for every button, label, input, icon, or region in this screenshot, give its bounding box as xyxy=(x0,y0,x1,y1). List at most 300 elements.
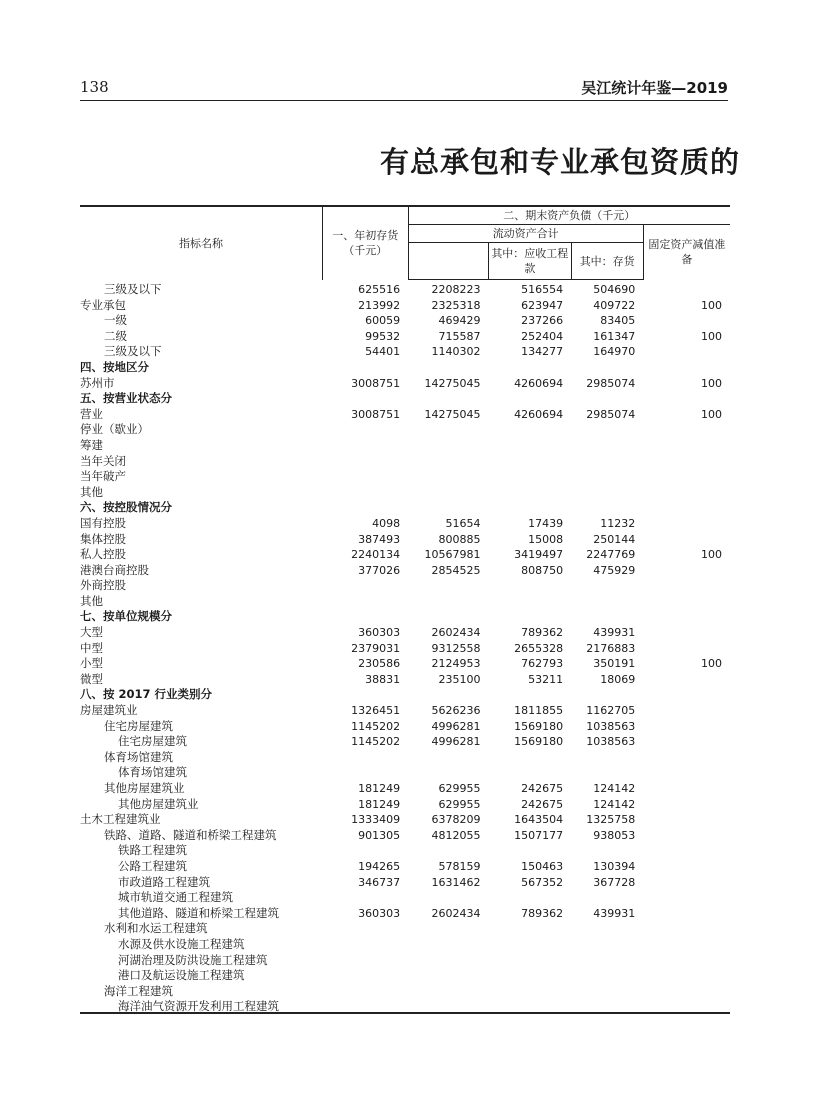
cell-col4: 2985074 xyxy=(586,376,636,390)
cell-col4 xyxy=(571,438,643,454)
cell-col2 xyxy=(408,469,488,485)
header-current-assets: 流动资产合计 xyxy=(408,225,643,243)
cell-col3: 252404 xyxy=(521,329,564,343)
cell-col2: 629955 xyxy=(438,797,481,811)
cell-col5 xyxy=(643,812,730,828)
cell-col4 xyxy=(571,750,643,766)
cell-col4: 2176883 xyxy=(586,641,636,655)
cell-col2: 578159 xyxy=(438,859,481,873)
section-heading: 八、按 2017 行业类别分 xyxy=(80,687,213,702)
row-label: 铁路工程建筑 xyxy=(118,843,187,858)
cell-col3: 567352 xyxy=(521,875,564,889)
table-row xyxy=(80,280,730,298)
section-heading: 五、按营业状态分 xyxy=(80,391,172,406)
header-current-assets-total xyxy=(408,243,488,280)
cell-col1 xyxy=(322,500,408,516)
table-row xyxy=(80,609,730,625)
row-label: 体育场馆建筑 xyxy=(118,765,187,780)
table-row xyxy=(80,454,730,470)
row-label: 微型 xyxy=(80,671,103,686)
cell-col1: 54401 xyxy=(365,345,401,359)
table-row xyxy=(80,625,730,641)
table-row xyxy=(80,391,730,407)
cell-col2: 235100 xyxy=(438,672,481,686)
cell-col4: 2985074 xyxy=(586,407,636,421)
cell-col1: 99532 xyxy=(365,329,401,343)
cell-col2: 469429 xyxy=(438,314,481,328)
row-label: 当年破产 xyxy=(80,469,126,484)
cell-col3: 134277 xyxy=(521,345,564,359)
cell-col5 xyxy=(643,641,730,657)
table-row xyxy=(80,578,730,594)
table-body xyxy=(80,280,730,1015)
table-row xyxy=(80,329,730,345)
table-row xyxy=(80,797,730,813)
cell-col3: 1507177 xyxy=(514,828,564,842)
cell-col1 xyxy=(322,438,408,454)
cell-col2: 2602434 xyxy=(431,626,481,640)
cell-col4 xyxy=(571,953,643,969)
cell-col3: 762793 xyxy=(521,657,564,671)
row-label: 其他 xyxy=(80,593,103,608)
row-label: 当年关闭 xyxy=(80,453,126,468)
cell-col3: 1643504 xyxy=(514,813,564,827)
cell-col1 xyxy=(322,594,408,610)
cell-col1 xyxy=(322,391,408,407)
cell-col3 xyxy=(489,360,572,376)
cell-col1: 60059 xyxy=(365,314,401,328)
cell-col1: 213992 xyxy=(358,298,401,312)
table-row xyxy=(80,921,730,937)
cell-col5 xyxy=(643,703,730,719)
cell-col4: 475929 xyxy=(593,563,636,577)
cell-col5 xyxy=(643,422,730,438)
row-label: 市政道路工程建筑 xyxy=(118,874,210,889)
running-title: 吴江统计年鉴—2019 xyxy=(581,79,728,97)
cell-col3: 4260694 xyxy=(514,407,564,421)
cell-col4 xyxy=(571,921,643,937)
cell-col3 xyxy=(489,609,572,625)
row-label: 三级及以下 xyxy=(104,344,162,359)
cell-col2 xyxy=(408,843,488,859)
cell-col3: 4260694 xyxy=(514,376,564,390)
cell-col5 xyxy=(643,454,730,470)
cell-col5 xyxy=(643,609,730,625)
cell-col4 xyxy=(571,765,643,781)
bottom-rule xyxy=(80,1012,730,1014)
cell-col3: 237266 xyxy=(521,314,564,328)
cell-col3 xyxy=(489,469,572,485)
table-row xyxy=(80,407,730,423)
cell-col5 xyxy=(643,921,730,937)
cell-col1: 2379031 xyxy=(351,641,401,655)
table-row xyxy=(80,500,730,516)
cell-col4: 439931 xyxy=(593,906,636,920)
cell-col5 xyxy=(643,280,730,298)
row-label: 公路工程建筑 xyxy=(118,858,187,873)
cell-col2 xyxy=(408,594,488,610)
cell-col5 xyxy=(643,781,730,797)
row-label: 水源及供水设施工程建筑 xyxy=(118,936,245,951)
cell-col3 xyxy=(489,750,572,766)
row-label: 国有控股 xyxy=(80,515,126,530)
cell-col3: 150463 xyxy=(521,859,564,873)
header-opening-inventory: 一、年初存货（千元） xyxy=(322,206,408,280)
cell-col4 xyxy=(571,609,643,625)
cell-col5 xyxy=(643,953,730,969)
row-label: 城市轨道交通工程建筑 xyxy=(118,890,233,905)
cell-col5 xyxy=(643,438,730,454)
cell-col1 xyxy=(322,609,408,625)
cell-col3 xyxy=(489,391,572,407)
cell-col1: 1145202 xyxy=(351,735,401,749)
cell-col5 xyxy=(643,890,730,906)
cell-col5 xyxy=(643,469,730,485)
cell-col3: 15008 xyxy=(528,532,564,546)
cell-col5 xyxy=(643,594,730,610)
cell-col5 xyxy=(643,797,730,813)
cell-col2: 1631462 xyxy=(431,875,481,889)
table-row xyxy=(80,532,730,548)
cell-col4: 83405 xyxy=(600,314,636,328)
cell-col2: 6378209 xyxy=(431,813,481,827)
cell-col1: 3008751 xyxy=(351,407,401,421)
row-label: 海洋工程建筑 xyxy=(104,983,173,998)
cell-col5 xyxy=(643,687,730,703)
cell-col4 xyxy=(571,890,643,906)
cell-col3: 516554 xyxy=(521,283,564,296)
cell-col1: 230586 xyxy=(358,657,401,671)
cell-col3: 242675 xyxy=(521,782,564,795)
cell-col3 xyxy=(489,500,572,516)
row-label: 三级及以下 xyxy=(104,281,162,296)
cell-col5 xyxy=(643,859,730,875)
cell-col3 xyxy=(489,890,572,906)
cell-col4: 11232 xyxy=(600,516,636,530)
section-heading: 四、按地区分 xyxy=(80,359,149,374)
page-title: 有总承包和专业承包资质的 xyxy=(379,145,740,179)
section-heading: 六、按控股情况分 xyxy=(80,500,172,515)
cell-col3 xyxy=(489,422,572,438)
cell-col1: 4098 xyxy=(372,516,401,530)
cell-col3 xyxy=(489,454,572,470)
cell-col5 xyxy=(643,875,730,891)
cell-col1 xyxy=(322,921,408,937)
row-label: 二级 xyxy=(104,328,127,343)
table-row xyxy=(80,641,730,657)
cell-col4 xyxy=(571,578,643,594)
cell-col2 xyxy=(408,968,488,984)
table-row xyxy=(80,843,730,859)
cell-col2: 14275045 xyxy=(424,376,481,390)
cell-col3: 1569180 xyxy=(514,735,564,749)
cell-col4: 250144 xyxy=(593,532,636,546)
cell-col5 xyxy=(643,360,730,376)
cell-col2: 715587 xyxy=(438,329,481,343)
row-label: 海洋油气资源开发利用工程建筑 xyxy=(118,999,279,1014)
cell-col3: 789362 xyxy=(521,906,564,920)
table-row xyxy=(80,313,730,329)
cell-col5: 100 xyxy=(701,329,722,343)
cell-col5 xyxy=(643,500,730,516)
cell-col4: 1325758 xyxy=(586,813,636,827)
cell-col5 xyxy=(643,906,730,922)
cell-col2: 800885 xyxy=(438,532,481,546)
cell-col3: 808750 xyxy=(521,563,564,577)
table-row xyxy=(80,750,730,766)
cell-col5 xyxy=(643,984,730,1000)
cell-col2 xyxy=(408,391,488,407)
row-label: 铁路、道路、隧道和桥梁工程建筑 xyxy=(104,827,277,842)
cell-col4 xyxy=(571,500,643,516)
row-label: 私人控股 xyxy=(80,547,126,562)
table-row xyxy=(80,687,730,703)
cell-col4 xyxy=(571,594,643,610)
cell-col1: 2240134 xyxy=(351,548,401,562)
cell-col2: 9312558 xyxy=(431,641,481,655)
row-label: 停业（歇业） xyxy=(80,422,149,437)
table-row xyxy=(80,547,730,563)
cell-col5 xyxy=(643,765,730,781)
table-row xyxy=(80,734,730,750)
row-label: 苏州市 xyxy=(80,375,115,390)
cell-col2 xyxy=(408,438,488,454)
row-label: 外商控股 xyxy=(80,578,126,593)
table-row xyxy=(80,469,730,485)
table-row xyxy=(80,781,730,797)
cell-col3: 623947 xyxy=(521,298,564,312)
statistics-table xyxy=(80,205,730,1015)
section-heading: 七、按单位规模分 xyxy=(80,609,172,624)
cell-col3 xyxy=(489,937,572,953)
cell-col1 xyxy=(322,843,408,859)
cell-col1 xyxy=(322,937,408,953)
cell-col2: 4996281 xyxy=(431,735,481,749)
table-header xyxy=(80,206,730,280)
cell-col2 xyxy=(408,765,488,781)
cell-col5 xyxy=(643,719,730,735)
cell-col4: 504690 xyxy=(593,283,636,296)
cell-col2: 1140302 xyxy=(431,345,481,359)
header-receivables: 其中：应收工程款 xyxy=(489,243,572,280)
table-row xyxy=(80,344,730,360)
table-row xyxy=(80,298,730,314)
cell-col5 xyxy=(643,625,730,641)
cell-col4 xyxy=(571,454,643,470)
cell-col4: 1162705 xyxy=(586,704,636,718)
header-period-end-assets: 二、期末资产负债（千元） xyxy=(408,206,730,225)
cell-col4 xyxy=(571,984,643,1000)
row-label: 房屋建筑业 xyxy=(80,703,138,718)
table-row xyxy=(80,953,730,969)
cell-col3 xyxy=(489,843,572,859)
cell-col4 xyxy=(571,422,643,438)
cell-col1: 38831 xyxy=(365,672,401,686)
cell-col5 xyxy=(643,578,730,594)
table-row xyxy=(80,859,730,875)
cell-col2: 2124953 xyxy=(431,657,481,671)
row-label: 住宅房屋建筑 xyxy=(104,718,173,733)
cell-col5 xyxy=(643,344,730,360)
table-row xyxy=(80,875,730,891)
cell-col2 xyxy=(408,953,488,969)
table-row xyxy=(80,719,730,735)
cell-col2 xyxy=(408,890,488,906)
cell-col4: 409722 xyxy=(593,298,636,312)
cell-col3 xyxy=(489,968,572,984)
row-label: 其他道路、隧道和桥梁工程建筑 xyxy=(118,905,279,920)
cell-col1: 181249 xyxy=(358,782,401,795)
row-label: 集体控股 xyxy=(80,531,126,546)
cell-col3: 1811855 xyxy=(514,704,564,718)
cell-col3: 3419497 xyxy=(514,548,564,562)
cell-col4: 161347 xyxy=(593,329,636,343)
cell-col4: 1038563 xyxy=(586,735,636,749)
cell-col5: 100 xyxy=(701,657,722,671)
cell-col1: 194265 xyxy=(358,859,401,873)
cell-col4 xyxy=(571,485,643,501)
cell-col2: 2854525 xyxy=(431,563,481,577)
cell-col2 xyxy=(408,360,488,376)
cell-col3: 789362 xyxy=(521,626,564,640)
cell-col2: 4812055 xyxy=(431,828,481,842)
cell-col4 xyxy=(571,687,643,703)
cell-col2 xyxy=(408,937,488,953)
header-inventory: 其中：存货 xyxy=(571,243,643,280)
table-row xyxy=(80,703,730,719)
cell-col4 xyxy=(571,469,643,485)
cell-col1: 1333409 xyxy=(351,813,401,827)
cell-col2 xyxy=(408,422,488,438)
cell-col1 xyxy=(322,469,408,485)
row-label: 营业 xyxy=(80,406,103,421)
cell-col5 xyxy=(643,937,730,953)
cell-col1 xyxy=(322,890,408,906)
cell-col1 xyxy=(322,968,408,984)
cell-col5 xyxy=(643,563,730,579)
cell-col2: 629955 xyxy=(438,782,481,795)
table-row xyxy=(80,906,730,922)
cell-col1 xyxy=(322,687,408,703)
cell-col5: 100 xyxy=(701,298,722,312)
cell-col5 xyxy=(643,750,730,766)
cell-col5 xyxy=(643,828,730,844)
cell-col2 xyxy=(408,578,488,594)
cell-col4: 124142 xyxy=(593,797,636,811)
cell-col4 xyxy=(571,843,643,859)
row-label: 水利和水运工程建筑 xyxy=(104,921,208,936)
cell-col1: 1145202 xyxy=(351,719,401,733)
table-row xyxy=(80,828,730,844)
cell-col3: 1569180 xyxy=(514,719,564,733)
cell-col5 xyxy=(643,672,730,688)
cell-col3 xyxy=(489,578,572,594)
cell-col3 xyxy=(489,438,572,454)
cell-col1: 360303 xyxy=(358,906,401,920)
cell-col4: 350191 xyxy=(593,657,636,671)
cell-col2 xyxy=(408,454,488,470)
row-label: 大型 xyxy=(80,625,103,640)
cell-col2: 14275045 xyxy=(424,407,481,421)
cell-col2 xyxy=(408,500,488,516)
row-label: 港澳台商控股 xyxy=(80,562,149,577)
cell-col5 xyxy=(643,532,730,548)
row-label: 其他房屋建筑业 xyxy=(118,796,199,811)
cell-col5: 100 xyxy=(701,376,722,390)
table-row xyxy=(80,422,730,438)
cell-col2 xyxy=(408,984,488,1000)
table-row xyxy=(80,765,730,781)
table-row xyxy=(80,656,730,672)
row-label: 河湖治理及防洪设施工程建筑 xyxy=(118,952,268,967)
table-row xyxy=(80,438,730,454)
row-label: 住宅房屋建筑 xyxy=(118,734,187,749)
cell-col1 xyxy=(322,578,408,594)
cell-col1: 377026 xyxy=(358,563,401,577)
cell-col4: 2247769 xyxy=(586,548,636,562)
cell-col2: 10567981 xyxy=(424,548,481,562)
cell-col2: 51654 xyxy=(445,516,481,530)
cell-col5 xyxy=(643,313,730,329)
table-row xyxy=(80,937,730,953)
row-label: 港口及航运设施工程建筑 xyxy=(118,968,245,983)
cell-col1: 387493 xyxy=(358,532,401,546)
cell-col1 xyxy=(322,984,408,1000)
cell-col1: 360303 xyxy=(358,626,401,640)
cell-col2 xyxy=(408,750,488,766)
table-row xyxy=(80,485,730,501)
table-row xyxy=(80,360,730,376)
header-indicator: 指标名称 xyxy=(80,206,322,280)
cell-col3 xyxy=(489,921,572,937)
cell-col2: 4996281 xyxy=(431,719,481,733)
row-label: 土木工程建筑业 xyxy=(80,812,161,827)
table-row xyxy=(80,563,730,579)
cell-col2 xyxy=(408,687,488,703)
cell-col5: 100 xyxy=(701,548,722,562)
row-label: 筹建 xyxy=(80,437,103,452)
header-impairment: 固定资产减值准备 xyxy=(643,225,730,280)
cell-col3: 2655328 xyxy=(514,641,564,655)
cell-col4: 124142 xyxy=(593,782,636,795)
page-number: 138 xyxy=(80,78,109,96)
cell-col4: 18069 xyxy=(600,672,636,686)
table-row xyxy=(80,890,730,906)
cell-col1: 1326451 xyxy=(351,704,401,718)
cell-col4: 1038563 xyxy=(586,719,636,733)
table-row xyxy=(80,516,730,532)
table-row xyxy=(80,594,730,610)
cell-col1 xyxy=(322,765,408,781)
table-row xyxy=(80,984,730,1000)
cell-col2: 2325318 xyxy=(431,298,481,312)
cell-col1: 625516 xyxy=(358,282,401,296)
cell-col4 xyxy=(571,391,643,407)
cell-col2 xyxy=(408,921,488,937)
cell-col1 xyxy=(322,953,408,969)
cell-col2: 2208223 xyxy=(431,283,481,296)
cell-col4: 938053 xyxy=(593,828,636,842)
cell-col5 xyxy=(643,968,730,984)
cell-col1: 3008751 xyxy=(351,376,401,390)
cell-col4: 367728 xyxy=(593,875,636,889)
row-label: 专业承包 xyxy=(80,297,126,312)
cell-col5 xyxy=(643,734,730,750)
cell-col4 xyxy=(571,937,643,953)
cell-col4 xyxy=(571,360,643,376)
cell-col2 xyxy=(408,609,488,625)
cell-col2: 2602434 xyxy=(431,906,481,920)
